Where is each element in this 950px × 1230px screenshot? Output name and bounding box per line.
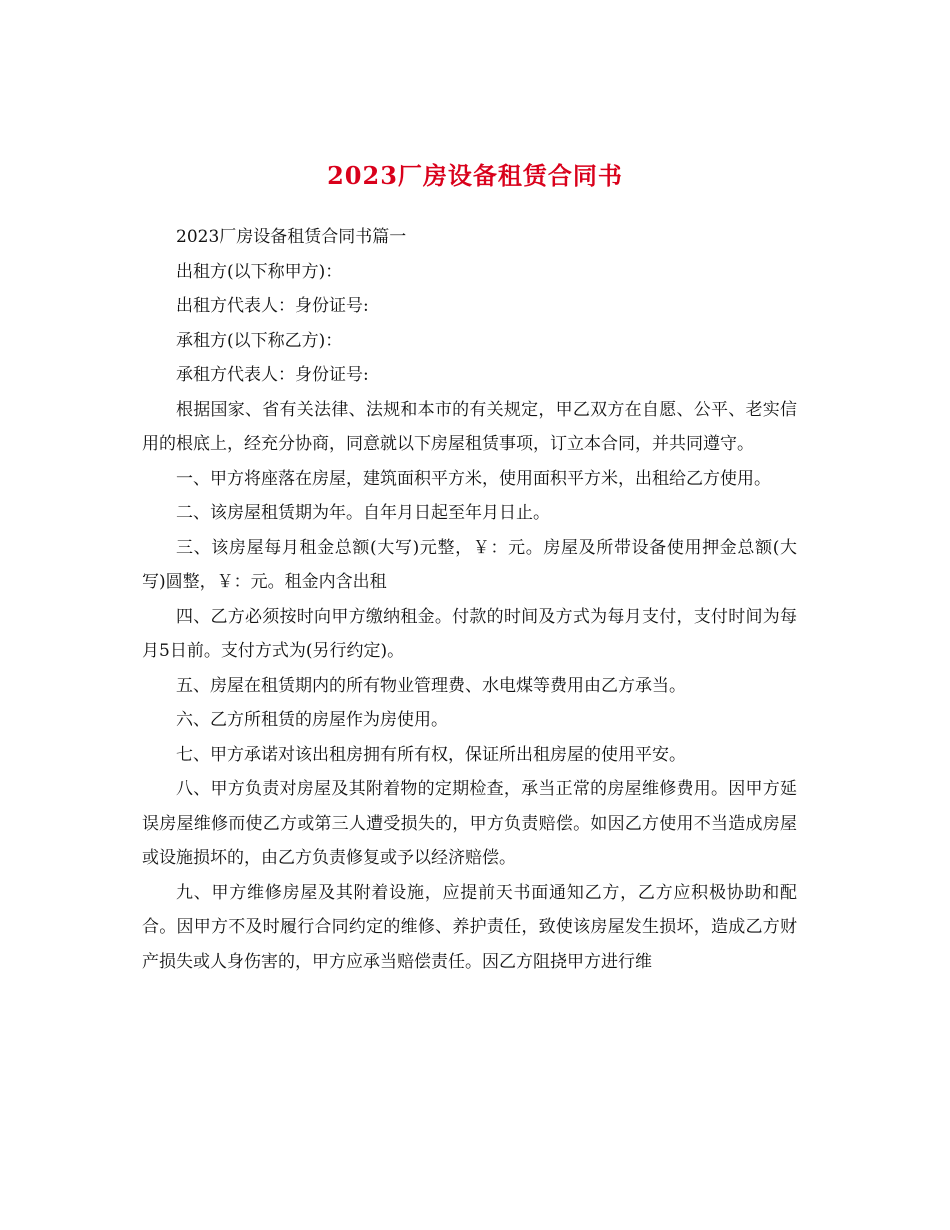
paragraph: 出租方代表人：身份证号: bbox=[176, 296, 369, 316]
paragraph: 2023厂房设备租赁合同书篇一 bbox=[176, 227, 407, 247]
paragraph: 承租方代表人：身份证号: bbox=[176, 365, 369, 385]
paragraph: 三、该房屋每月租金总额(大写)元整，￥：元。房屋及所带设备使用押金总额(大写)圆整，￥：元。租金内含出租 bbox=[142, 537, 797, 592]
paragraph: 九、甲方维修房屋及其附着设施，应提前天书面通知乙方，乙方应积极协助和配合。因甲方不及时履行合同约定的维修、养护责任，致使该房屋发生损坏，造成乙方财产损失或人身伤害的，甲方应承当赔偿责任。因乙方阻挠甲方进行维 bbox=[142, 882, 797, 972]
paragraph: 七、甲方承诺对该出租房拥有所有权，保证所出租房屋的使用平安。 bbox=[176, 744, 686, 765]
document-title: 2023厂房设备租赁合同书 bbox=[327, 161, 623, 191]
document-body bbox=[142, 220, 797, 979]
paragraph: 八、甲方负责对房屋及其附着物的定期检查，承当正常的房屋维修费用。因甲方延误房屋维修而使乙方或第三人遭受损失的，甲方负责赔偿。如因乙方使用不当造成房屋或设施损坏的，由乙方负责修复或予以经济赔偿。 bbox=[142, 779, 797, 868]
paragraph: 六、乙方所租赁的房屋作为房使用。 bbox=[176, 710, 448, 730]
paragraph: 四、乙方必须按时向甲方缴纳租金。付款的时间及方式为每月支付，支付时间为每月5日前。支付方式为(另行约定)。 bbox=[142, 606, 797, 661]
paragraph: 五、房屋在租赁期内的所有物业管理费、水电煤等费用由乙方承当。 bbox=[176, 675, 686, 696]
paragraph: 二、该房屋租赁期为年。自年月日起至年月日止。 bbox=[176, 503, 550, 523]
paragraph: 根据国家、省有关法律、法规和本市的有关规定，甲乙双方在自愿、公平、老实信用的根底上，经充分协商，同意就以下房屋租赁事项，订立本合同，并共同遵守。 bbox=[142, 399, 797, 454]
paragraph: 承租方(以下称乙方)： bbox=[176, 330, 343, 351]
paragraph: 出租方(以下称甲方)： bbox=[176, 261, 343, 282]
paragraph: 一、甲方将座落在房屋，建筑面积平方米，使用面积平方米，出租给乙方使用。 bbox=[176, 468, 771, 489]
